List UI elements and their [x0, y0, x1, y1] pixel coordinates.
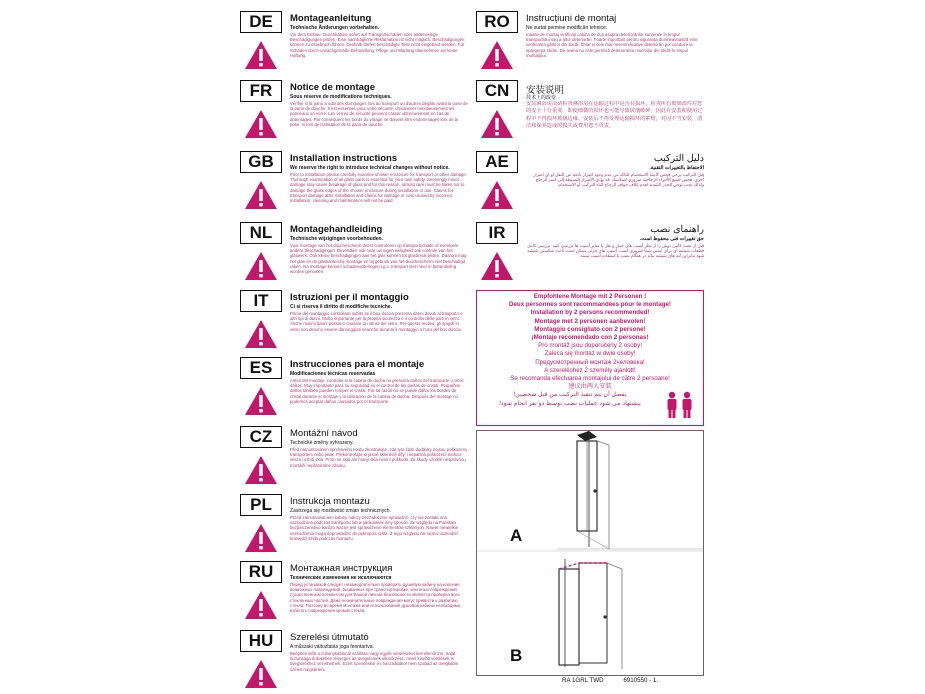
language-code: AE: [476, 151, 518, 173]
section-subtitle: A műszaki változtatás joga fenntartva.: [290, 644, 374, 650]
instruction-sheet: [240, 6, 704, 690]
section-title: Montagehandleiding: [290, 224, 383, 235]
recommendation-line: پیشنهاد می شود عملیات نصب توسط دو نفر انجام شود!: [499, 399, 641, 407]
view-a: [557, 431, 703, 549]
section-subtitle: Ne surtat permise modificări tehnice.: [526, 25, 608, 31]
warning-triangle-icon: [244, 108, 278, 140]
section-it: [240, 290, 470, 354]
installation-diagram: [476, 430, 704, 676]
section-subtitle: حق تغییرات فنی محفوظ است.: [639, 236, 704, 242]
section-subtitle: الاحتفاظ بالتغييرات التقنية.: [649, 165, 704, 171]
language-code: RU: [240, 561, 282, 583]
language-code: CN: [476, 80, 518, 102]
section-body: Prior to installation please carefully examine shower enclosure for transport or other damage. Thorough examination of all glass parts is essential for your own safety. Seemingly minor damage may cause breakage of glass and for this reason, utmost care must be taken not to damage the glass edges of the shower enclosure during installation or use. Claims for transport damage after installation and claims for damage or cost caused by incorrect installation, cleaning and maintenance will not be paid.: [290, 172, 467, 204]
warning-triangle-icon: [244, 658, 278, 690]
product-code: RA 1GRL TWD: [562, 677, 604, 684]
warning-triangle-icon: [244, 179, 278, 211]
section-subtitle: Technische wijzigingen voorbehouden.: [290, 236, 383, 242]
section-title: Montážní návod: [290, 428, 358, 439]
recommendation-line: A szereléshez 2 személy ajánlott!: [544, 366, 636, 374]
language-code: RO: [476, 11, 518, 33]
shower-enclosure-drawing: [477, 431, 703, 675]
language-code: NL: [240, 222, 282, 244]
section-fr: [240, 80, 470, 146]
section-body: Antes del montaje, controlar si la cabina de ducha no presenta daños del transporte u otros daños. Muy importante para su seguridad es el control de las piezas de cristal. Pequeños daños también pueden romper el cristal. Por tal razón no se puede dañar los bordes de cristal durante el montaje y la utilización de la cabina de ducha. Después del montaje no podemos aceptar daños causados por el transporte.: [290, 378, 464, 404]
document-number: 6910550 - 1.: [623, 677, 659, 684]
section-title: Instrucciones para el montaje: [290, 359, 425, 370]
section-subtitle: Modificaciones técnicas reservadas: [290, 371, 376, 377]
section-body: قبل التركيب يرجى فحص كابينة الاستحمام للتأكد من عدم وجود أضرار ناتجة عن النقل أو أي أضرار أخرى. فحص جميع الأجزاء الزجاجية ضروري لسلامتك. قد تؤدي الأضرار البسيطة إلى كسر الزجاج ولذلك يجب توخي الحذر الشديد لعدم إتلاف حواف الزجاج أثناء التركيب أو الاستخدام.: [533, 172, 704, 188]
document-footer: [562, 677, 676, 684]
warning-triangle-icon: [244, 318, 278, 350]
two-persons-icon: [663, 391, 697, 419]
language-code: IR: [476, 222, 518, 244]
section-title: راهنمای نصب: [650, 224, 704, 235]
section-subtitle: Sous réserve de modifications techniques.: [290, 94, 392, 100]
section-title: Notice de montage: [290, 82, 375, 93]
warning-triangle-icon: [244, 250, 278, 282]
language-code: IT: [240, 290, 282, 312]
recommendation-line: Empfohlene Montage mit 2 Personen !: [533, 293, 647, 300]
recommendation-line: يفضل أن يتم تنفيذ التركيب من قبل شخصين!: [513, 391, 627, 399]
recommendation-line: ¡Montaje recomendado con 2 personas!: [531, 334, 649, 342]
section-title: Instrucțiuni de montaj: [526, 13, 617, 24]
section-body: Voor montage van het douchescherm direct controleren op transportschade of eventuele andere beschadigingen. Bovendien ook naar uw eigen veiligheid ook controle van het glaswerk. Ook kleine beschadigingen aan het glas kunnen tot glasbreuk leiden. Daarom mag het glas en de glaskanten bij montage en bij gebruik van het douchescherm niet beschadigd raken. Na montage kunnen schadevorderingen t.g.v. transport niet meer in behandeling worden genomen.: [290, 243, 467, 275]
section-body: Перед установкой следует незамедлительно проверить душевую кабину на наличие возможных повреждений, вызванных при транспортировке, или иных повреждений. Существенным элементом для Вашей личной безопасности является проверка всех стеклянных частей. Даже незначительные повреждения могут привести к разбитию стекла. Поэтому во время монтажа или использования душевой кабины необходимо избегать повреждения кромок стекла.: [290, 582, 461, 614]
warning-triangle-icon: [244, 522, 278, 554]
section-ir: [476, 222, 704, 286]
section-title: Installation instructions: [290, 153, 398, 164]
section-body: Przed zamontowaniem kabiny należy bezzwłocznie sprawdzić, czy nie została ona uszkodzona podczas transportu lub w jakikolwiek inny sposób. Ze względu na Państwa bezpieczeństwo bardzo ważne jest sprawdzenie elementów szklanych. Nawet niewielkie uszkodzenia mogą doprowadzić do pęknięcia szkła. Z tego względu nie wolno uszkodzić krawędzi szkła podczas montażu.: [290, 515, 459, 541]
recommendation-line: Deux personnes sont recommandées pour le montage!: [509, 301, 671, 309]
section-subtitle: Ci si riserva il diritto di modifiche tecniche.: [290, 304, 392, 310]
section-body: Vor dem Einbau: Duschkabine sofort auf Transportschäden oder anderweitige Beschädigungen prüfen. Eine nachträgliche Reklamation ist nicht möglich. Beschädigungen können zu Glasbruch führen. Deshalb dürfen beschädigte Teile nicht eingebaut werden. Für Schäden durch unsachgemäße Behandlung, Pflege und Wartung übernehmen wir keine Haftung.: [290, 32, 465, 58]
section-body: Beépítés előtt a zuhanykabinnál szállítási vagy egyéb sérüléseket kell ellenőrizni. Saját biztonsága érdekében lényeges az üvegelemek ellenőrzése, mivel kisebb sérülések is üvegtöréshez vezethetnek. Ezért szereléskor és használatkor nem szabad az üvegkabin széleit megsérteni.: [290, 651, 459, 672]
recommendation-line: Montage met 2 personen aanbevolen!: [534, 317, 646, 325]
warning-triangle-icon: [244, 589, 278, 621]
section-body: Vérifier si la paroi a subi des dommages lors du transport ou d'autres dégâts avant la pose de la paroi de douche. Il est essentiel, pour votre sécurité, d'examiner minutieusement les panneaux en verre. Les verres de sécurité peuvent casser ultérieurement en cas de dommages. Par conséquent les bords du vitrage ne doivent être endommagés lors de la pose, ni lors de l'utilisation de la paroi de douche.: [290, 101, 468, 127]
view-b: [559, 559, 622, 669]
warning-triangle-icon: [244, 39, 278, 71]
section-title: Montageanleitung: [290, 13, 372, 24]
section-body: Před namontováním sprchového koutu zkontrolujte, zda tyto části dodávky nejsou poškozeny transportem nebo jinak. Překontrolujte si jasně skleněné díly, i nepatrná poškození mohou vést k rozbití skla. Proto se skla ani hrany skla nesmí poškodit. Za škody vzniklé nesprávnou montáží nepřebíráme záruku.: [290, 447, 468, 468]
language-code: HU: [240, 630, 282, 652]
recommendation-line: Montaggio consigliato con 2 persone!: [534, 325, 646, 333]
section-title: Szerelési útmutató: [290, 632, 369, 643]
section-cz: [240, 426, 470, 490]
section-body: Inainte de montaj verificați cabina de duș asupra deteriorărilor survenite în timpul transportului sau a altor deteriorări. Foarte important pentru siguranța dumneavoastră este verificarea părților din sticlă. Chiar și cele mai nesemnificative deteriorări pot conduce la spargerea sticlei. De aceea nu este permisă deteriorarea muchiilor din sticlă în timpul montajului.: [526, 32, 698, 58]
warning-triangle-icon: [480, 39, 514, 71]
section-pl: [240, 494, 470, 558]
section-body: Prima del montaggio controllare subito se il box doccia presenta danni dovuti al trasporto o altri tipi di danni. Molto importante per la propria sicurezza è il controllo delle parti in vetro. Anche minimi danni possono causare la rottura del vetro. Per questo motivo, gli spigoli in vetro non devono essere danneggiati neanche durante il montaggio o l'uso del box doccia.: [290, 311, 463, 332]
language-code: ES: [240, 357, 282, 379]
recommendation-line: 建议由两人安装: [568, 383, 612, 391]
warning-triangle-icon: [244, 385, 278, 417]
warning-triangle-icon: [480, 108, 514, 140]
section-subtitle: 技术上的改变: [526, 95, 557, 101]
section-body: قبل از نصب کابین دوش را از نظر آسیب های حمل و نقل یا سایر آسیب ها بررسی کنید. بررسی کامل قطعات شیشه ای برای ایمنی شما ضروری است. آسیب های جزئی ممکن است باعث شکستن شیشه شود بنابراین لبه های شیشه نباید در هنگام نصب یا استفاده آسیب ببینند.: [527, 243, 704, 259]
language-code: DE: [240, 11, 282, 33]
recommendation-line: Zaleca się montaż w dwie osoby!: [544, 350, 636, 358]
section-body: 安装淋浴房前请检查淋浴房在运输过程中是否有损坏。检查所有玻璃部件对您的安全十分重要。即使细微的损坏也可能导致玻璃破碎。因此在安装和使用过程中不得损坏玻璃边缘。安装后不再受理运输损坏的索赔，对因不当安装、清洁和保养造成的损失或费用恕不负责。: [526, 101, 703, 130]
recommendation-line: Предусмотренный монтаж 2человека!: [535, 358, 645, 366]
section-title: Istruzioni per il montaggio: [290, 292, 409, 303]
warning-triangle-icon: [480, 250, 514, 282]
section-ro: [476, 11, 704, 77]
section-title: Instrukcja montażu: [290, 496, 370, 507]
section-hu: [240, 630, 470, 688]
section-nl: [240, 222, 470, 286]
section-subtitle: Технические изменения не исключаются: [290, 575, 392, 581]
diagram-label-b: B: [510, 646, 523, 665]
language-code: FR: [240, 80, 282, 102]
section-title: دليل التركيب: [653, 153, 704, 164]
two-person-recommendation-box: [476, 290, 704, 426]
section-gb: [240, 151, 470, 217]
section-subtitle: Technische Änderungen vorbehalten.: [290, 25, 380, 31]
section-es: [240, 357, 470, 421]
language-code: GB: [240, 151, 282, 173]
recommendation-line: Installation by 2 persons recommended!: [530, 309, 650, 317]
warning-triangle-icon: [480, 179, 514, 211]
language-code: PL: [240, 494, 282, 516]
recommendation-line: Se recomanda efectuarea montajului de către 2 persoane!: [510, 375, 670, 383]
language-code: CZ: [240, 426, 282, 448]
warning-triangle-icon: [244, 454, 278, 486]
recommendation-line: Pro montáž jsou doporučeny 2 osoby!: [538, 342, 642, 350]
section-cn: [476, 80, 704, 146]
diagram-label-a: A: [510, 526, 523, 545]
section-title: Монтажная инструкция: [290, 563, 393, 574]
section-title: 安装说明: [526, 85, 565, 96]
section-de: [240, 11, 470, 75]
section-ae: [476, 151, 704, 217]
section-subtitle: Zastrzega się możliwość zmian technicznych.: [290, 508, 391, 514]
section-subtitle: Technické změny vyhrazeny.: [290, 440, 354, 446]
section-ru: [240, 561, 470, 627]
section-subtitle: We reserve the right to introduce technical changes without notice.: [290, 165, 450, 171]
